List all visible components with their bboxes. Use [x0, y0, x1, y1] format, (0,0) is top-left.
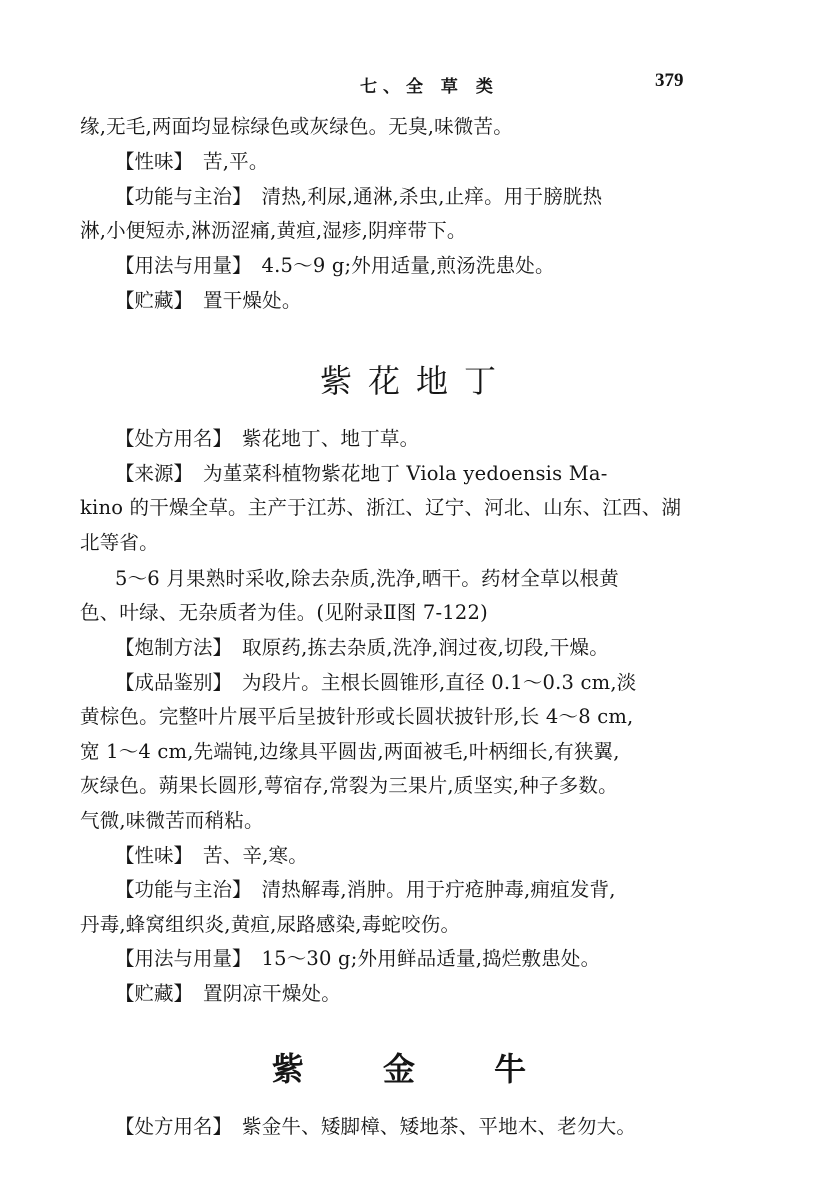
- entry2-source-tag: 【来源】: [115, 462, 194, 485]
- entry2-harvest-line-2: 色、叶绿、无杂质者为佳。(见附录Ⅱ图 7-122): [80, 601, 488, 624]
- entry2-title: 紫花地丁: [319, 362, 512, 400]
- entry2-names-tag: 【处方用名】: [115, 427, 233, 450]
- entry2-storage-paragraph: [115, 979, 760, 1009]
- entry2-ident-text-5: 气微,味微苦而稍粘。: [80, 809, 264, 832]
- entry1-taste-text: 苦,平。: [203, 150, 269, 173]
- entry2-process-tag: 【炮制方法】: [115, 636, 233, 659]
- page-number: 379: [655, 70, 684, 91]
- running-header: [0, 72, 832, 96]
- entry2-ident-text-2: 黄棕色。完整叶片展平后呈披针形或长圆状披针形,长 4～8 cm,: [80, 705, 634, 728]
- entry2-ident-tag: 【成品鉴别】: [115, 671, 233, 694]
- entry3-names-tag: 【处方用名】: [115, 1115, 233, 1138]
- entry1-continuation-line: 缘,无毛,两面均显棕绿色或灰绿色。无臭,味微苦。: [80, 115, 513, 138]
- entry2-storage-text: 置阴凉干燥处。: [203, 982, 341, 1005]
- entry2-function-text-1: 清热解毒,消肿。用于疔疮肿毒,痈疽发背,: [261, 878, 616, 901]
- entry2-process-paragraph: [115, 633, 760, 663]
- entry2-taste-text: 苦、辛,寒。: [203, 844, 308, 867]
- entry2-function-tag: 【功能与主治】: [115, 878, 252, 901]
- entry2-taste-tag: 【性味】: [115, 844, 194, 867]
- entry2-source-text-1: 为堇菜科植物紫花地丁 Viola yedoensis Ma-: [203, 462, 608, 485]
- entry2-usage-paragraph: [115, 944, 760, 974]
- entry2-ident-text-4: 灰绿色。蒴果长圆形,萼宿存,常裂为三果片,质坚实,种子多数。: [80, 774, 618, 797]
- entry1-taste-tag: 【性味】: [115, 150, 194, 173]
- entry1-function-text-2: 淋,小便短赤,淋沥涩痛,黄疸,湿疹,阴痒带下。: [80, 219, 467, 242]
- entry3-names-paragraph: [115, 1112, 760, 1142]
- entry2-process-text: 取原药,拣去杂质,洗净,润过夜,切段,干燥。: [242, 636, 609, 659]
- entry1-usage-text: 4.5～9 g;外用适量,煎汤洗患处。: [261, 254, 555, 277]
- entry3-title: 紫 金 牛: [271, 1050, 561, 1088]
- entry2-function-text-2: 丹毒,蜂窝组织炎,黄疸,尿路感染,毒蛇咬伤。: [80, 913, 461, 936]
- entry1-function-paragraph: [115, 182, 760, 212]
- entry2-harvest-line-1: 5～6 月果熟时采收,除去杂质,洗净,晒干。药材全草以根黄: [115, 567, 619, 590]
- entry1-usage-tag: 【用法与用量】: [115, 254, 252, 277]
- entry1-storage-text: 置干燥处。: [203, 289, 302, 312]
- running-section-title: 七、全 草 类: [360, 77, 499, 97]
- entry2-function-paragraph: [115, 875, 760, 905]
- entry1-storage-paragraph: [115, 286, 760, 316]
- entry2-source-text-2: kino 的干燥全草。主产于江苏、浙江、辽宁、河北、山东、江西、湖: [80, 496, 682, 519]
- entry2-source-paragraph: [115, 459, 760, 489]
- entry2-ident-text-3: 宽 1～4 cm,先端钝,边缘具平圆齿,两面被毛,叶柄细长,有狭翼,: [80, 740, 620, 763]
- entry2-taste-paragraph: [115, 841, 760, 871]
- entry2-usage-tag: 【用法与用量】: [115, 947, 252, 970]
- entry2-source-text-3: 北等省。: [80, 531, 159, 554]
- entry1-usage-paragraph: [115, 251, 760, 281]
- entry1-function-tag: 【功能与主治】: [115, 185, 252, 208]
- entry2-usage-text: 15～30 g;外用鲜品适量,捣烂敷患处。: [261, 947, 601, 970]
- entry2-names-text: 紫花地丁、地丁草。: [242, 427, 420, 450]
- entry1-function-text-1: 清热,利尿,通淋,杀虫,止痒。用于膀胱热: [261, 185, 603, 208]
- entry1-taste-paragraph: [115, 147, 760, 177]
- entry2-ident-text-1: 为段片。主根长圆锥形,直径 0.1～0.3 cm,淡: [242, 671, 637, 694]
- entry1-storage-tag: 【贮藏】: [115, 289, 194, 312]
- entry2-ident-paragraph: [115, 668, 760, 698]
- entry2-storage-tag: 【贮藏】: [115, 982, 194, 1005]
- entry3-names-text: 紫金牛、矮脚樟、矮地茶、平地木、老勿大。: [242, 1115, 637, 1138]
- entry2-names-paragraph: [115, 424, 760, 454]
